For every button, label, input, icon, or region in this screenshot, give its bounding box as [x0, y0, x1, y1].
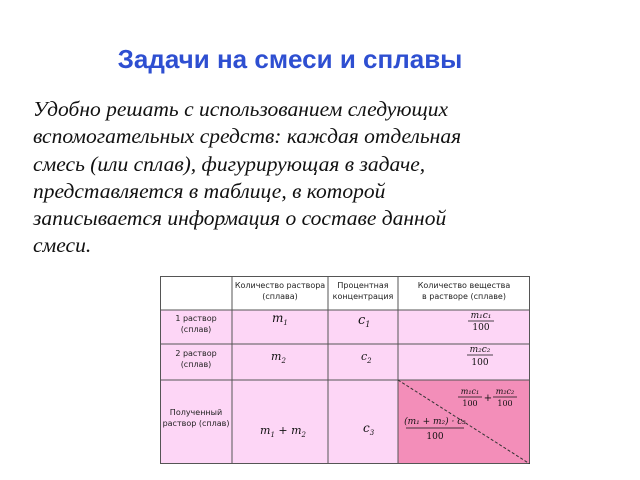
row-label-2: 2 раствор	[175, 349, 217, 358]
frac-sum2-denominator: 100	[497, 399, 513, 408]
cell-c3-var: c	[363, 421, 370, 435]
label-header-bg	[160, 276, 232, 310]
frac-sum-plus: +	[483, 393, 493, 404]
body-line: вспомогательных средств: каждая отдельная	[33, 124, 462, 149]
cell-m-sum	[260, 424, 307, 439]
body-line: записывается информация о составе данной	[33, 206, 447, 231]
row-label-2b: (сплав)	[180, 360, 212, 369]
slide-title: Задачи на смеси и сплавы	[117, 44, 463, 74]
cell-c2-sub: 2	[367, 357, 372, 365]
cell-c1-var: c	[358, 313, 366, 328]
cell-m-sum-sub2: 2	[301, 431, 307, 439]
cell-c2-var: c	[361, 350, 368, 363]
row-label-1b: (сплав)	[180, 325, 212, 334]
header-amount-2: (сплава)	[262, 292, 298, 301]
frac2-denominator: 100	[471, 358, 489, 368]
row-label-3b: раствор (сплав)	[162, 419, 230, 428]
cell-m1-var: m	[272, 311, 284, 325]
header-concentration: Процентная	[337, 281, 389, 290]
mixture-table	[160, 276, 530, 464]
cell-m2-var: m	[271, 350, 282, 363]
frac1-denominator: 100	[472, 323, 490, 333]
cell-m-sum-sub1: 1	[270, 431, 275, 439]
header-amount: Количество раствора	[234, 281, 326, 290]
frac2-numerator: m₂c₂	[469, 345, 491, 355]
row-label-1: 1 раствор	[175, 314, 217, 323]
row-label-3: Полученный	[169, 408, 223, 417]
cell-m2-sub: 2	[281, 357, 286, 365]
body-line: Удобно решать с использованием следующих	[33, 97, 449, 121]
header-concentration-2: концентрация	[332, 292, 394, 301]
cell-m1-sub: 1	[283, 319, 288, 327]
frac3-denominator: 100	[426, 432, 444, 442]
cell-c3-sub: 3	[369, 429, 375, 437]
frac-sum1-denominator: 100	[462, 399, 478, 408]
header-substance-2: в растворе (сплаве)	[422, 292, 506, 301]
mixture-table-svg	[160, 276, 530, 464]
body-line: смесь (или сплав), фигурирующая в задаче,	[33, 151, 426, 176]
body-line: смеси.	[33, 233, 92, 258]
body-line: представляется в таблице, в которой	[33, 178, 386, 203]
frac1-numerator: m₁c₁	[470, 311, 492, 321]
header-substance: Количество вещества	[417, 281, 511, 290]
frac-sum1-numerator: m₁c₁	[460, 387, 480, 396]
cell-c1-sub: 1	[365, 320, 371, 329]
cell-m-sum-var2: + m	[274, 424, 302, 437]
frac-sum2-numerator: m₂c₂	[495, 387, 515, 396]
cell-m-sum-var1: m	[260, 424, 271, 437]
frac3-numerator: (m₁ + m₂) · c₃	[404, 417, 466, 427]
slide-body-text	[33, 96, 593, 260]
